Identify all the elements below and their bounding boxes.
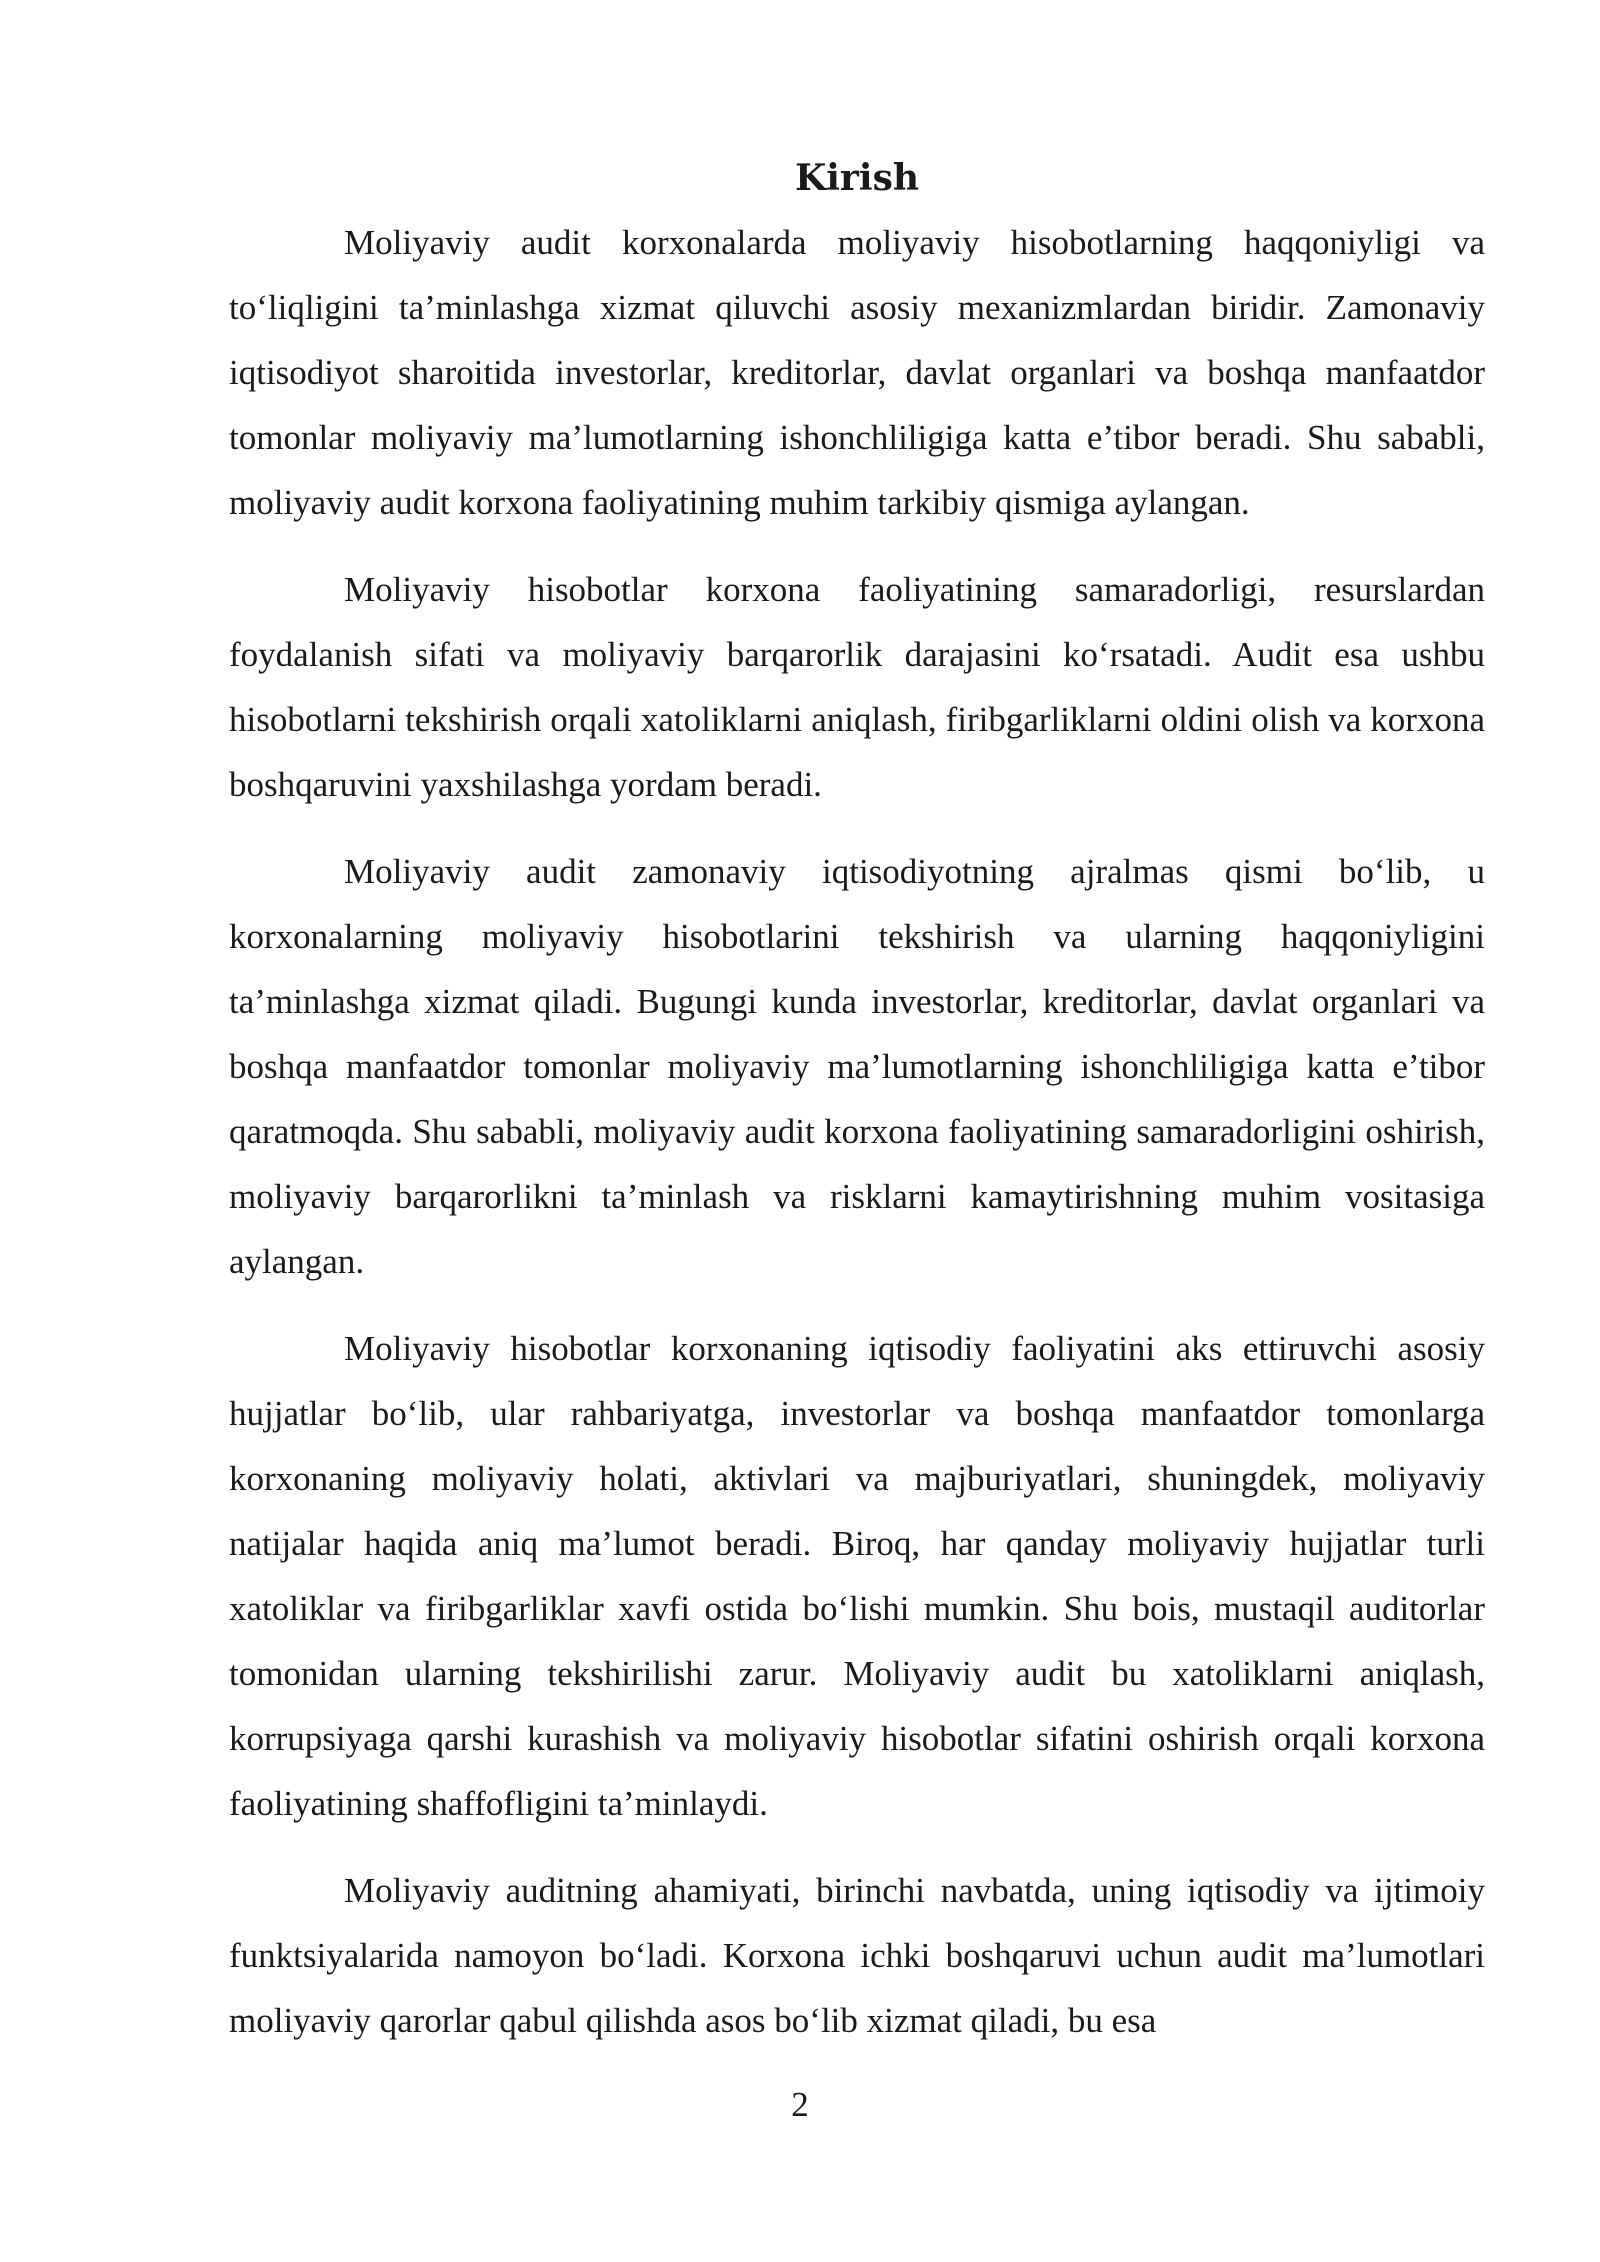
page-number: 2 xyxy=(791,2085,809,2124)
paragraph-4: Moliyaviy hisobotlar korxonaning iqtisodiy faoliyatini aks ettiruvchi asosiy hujjatlar bo‘lib, ular rahbariyatga, investorlar va boshqa manfaatdor tomonlarga korxonaning moliyaviy holati, aktivlari va majburiyatlari, shuningdek, moliyaviy natijalar haqida aniq ma’lumot beradi. Biroq, har qanday moliyaviy hujjatlar turli xatoliklar va firibgarliklar xavfi ostida bo‘lishi mumkin. Shu bois, mustaqil auditorlar tomonidan ularning tekshirilishi zarur. Moliyaviy audit bu xatoliklarni aniqlash, korrupsiyaga qarshi kurashish va moliyaviy hisobotlar sifatini oshirish orqali korxona faoliyatining shaffofligini ta’minlaydi. xyxy=(229,1329,1485,1823)
paragraph-2: Moliyaviy hisobotlar korxona faoliyatining samaradorligi, resurslardan foydalanish sifati va moliyaviy barqarorlik darajasini ko‘rsatadi. Audit esa ushbu hisobotlarni tekshirish orqali xatoliklarni aniqlash, firibgarliklarni oldini olish va korxona boshqaruvini yaxshilashga yordam beradi. xyxy=(229,570,1485,804)
paragraph-5: Moliyaviy auditning ahamiyati, birinchi navbatda, uning iqtisodiy va ijtimoiy funktsiyalarida namoyon bo‘ladi. Korxona ichki boshqaruvi uchun audit ma’lumotlari moliyaviy qarorlar qabul qilishda asos bo‘lib xizmat qiladi, bu esa xyxy=(229,1871,1485,2040)
page-content xyxy=(229,150,1485,2075)
paragraph-1: Moliyaviy audit korxonalarda moliyaviy hisobotlarning haqqoniyligi va to‘liqligini ta’minlashga xizmat qiluvchi asosiy mexanizmlardan biridir. Zamonaviy iqtisodiyot sharoitida investorlar, kreditorlar, davlat organlari va boshqa manfaatdor tomonlar moliyaviy ma’lumotlarning ishonchliligiga katta e’tibor beradi. Shu sababli, moliyaviy audit korxona faoliyatining muhim tarkibiy qismiga aylangan. xyxy=(229,223,1485,522)
page-title: Kirish xyxy=(794,157,920,199)
paragraph-3: Moliyaviy audit zamonaviy iqtisodiyotning ajralmas qismi bo‘lib, u korxonalarning moliyaviy hisobotlarini tekshirish va ularning haqqoniyligini ta’minlashga xizmat qiladi. Bugungi kunda investorlar, kreditorlar, davlat organlari va boshqa manfaatdor tomonlar moliyaviy ma’lumotlarning ishonchliligiga katta e’tibor qaratmoqda. Shu sababli, moliyaviy audit korxona faoliyatining samaradorligini oshirish, moliyaviy barqarorlikni ta’minlash va risklarni kamaytirishning muhim vositasiga aylangan. xyxy=(229,852,1485,1281)
